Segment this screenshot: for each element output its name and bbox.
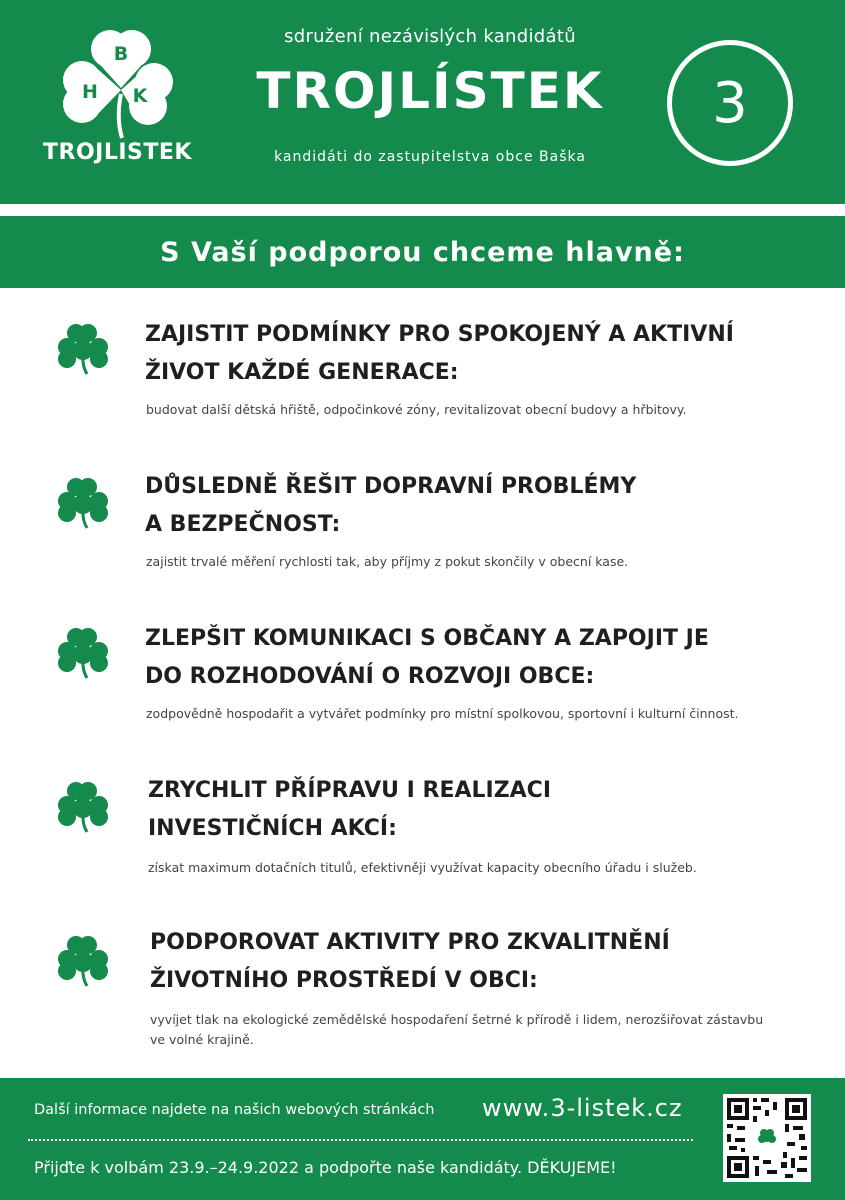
clover-icon bbox=[56, 626, 110, 680]
item-heading-line1: DŮSLEDNĚ ŘEŠIT DOPRAVNÍ PROBLÉMY bbox=[145, 474, 637, 499]
item-heading-line2: A BEZPEČNOST: bbox=[145, 512, 341, 537]
qr-code-icon[interactable] bbox=[723, 1094, 811, 1182]
item-description: získat maximum dotačních titulů, efektivněji využívat kapacity obecního úřadu i služeb. bbox=[148, 860, 697, 875]
header bbox=[0, 0, 845, 204]
candidate-number-badge bbox=[667, 40, 793, 166]
item-heading-line2: INVESTIČNÍCH AKCÍ: bbox=[148, 816, 397, 841]
item-heading-line2: ŽIVOTNÍHO PROSTŘEDÍ V OBCI: bbox=[150, 968, 538, 993]
header-subtitle: sdružení nezávislých kandidátů bbox=[284, 26, 576, 47]
section-banner bbox=[0, 216, 845, 288]
item-heading bbox=[145, 316, 785, 392]
candidate-number: 3 bbox=[712, 70, 748, 136]
item-description: zodpovědně hospodařit a vytvářet podmínky pro místní spolkovou, sportovní i kulturní činnost. bbox=[146, 706, 739, 721]
logo-letter-b: B bbox=[113, 43, 129, 65]
dotted-divider bbox=[28, 1139, 693, 1141]
item-heading-line1: ZRYCHLIT PŘÍPRAVU I REALIZACI bbox=[148, 778, 552, 803]
item-heading bbox=[148, 772, 788, 848]
clover-logo-icon bbox=[30, 22, 205, 142]
clover-icon bbox=[56, 934, 110, 988]
page-title: TROJLÍSTEK bbox=[256, 62, 604, 120]
website-link[interactable]: www.3-listek.cz bbox=[482, 1094, 683, 1122]
logo-text: TROJLISTEK bbox=[43, 140, 192, 165]
clover-icon bbox=[56, 476, 110, 530]
clover-icon bbox=[56, 780, 110, 834]
trojlistek-logo bbox=[30, 22, 205, 172]
banner-text: S Vaší podporou chceme hlavně: bbox=[160, 236, 685, 268]
footer bbox=[0, 1078, 845, 1200]
header-tagline: kandidáti do zastupitelstva obce Baška bbox=[274, 149, 586, 165]
item-heading bbox=[145, 468, 785, 544]
clover-icon bbox=[56, 322, 110, 376]
item-heading-line2: ŽIVOT KAŽDÉ GENERACE: bbox=[145, 360, 459, 385]
item-heading bbox=[150, 924, 790, 1000]
logo-letter-h: H bbox=[82, 81, 98, 103]
item-heading-line1: ZAJISTIT PODMÍNKY PRO SPOKOJENÝ A AKTIVNÍ bbox=[145, 322, 734, 347]
footer-info: Další informace najdete na našich webových stránkách bbox=[34, 1102, 435, 1118]
item-heading-line2: DO ROZHODOVÁNÍ O ROZVOJI OBCE: bbox=[145, 664, 595, 689]
logo-letter-k: K bbox=[132, 85, 148, 107]
item-heading-line1: PODPOROVAT AKTIVITY PRO ZKVALITNĚNÍ bbox=[150, 930, 670, 955]
footer-vote-text: Přijďte k volbám 23.9.–24.9.2022 a podpořte naše kandidáty. DĚKUJEME! bbox=[34, 1158, 617, 1177]
item-description: budovat další dětská hřiště, odpočinkové zóny, revitalizovat obecní budovy a hřbitovy. bbox=[146, 402, 687, 417]
item-heading bbox=[145, 620, 785, 696]
item-heading-line1: ZLEPŠIT KOMUNIKACI S OBČANY A ZAPOJIT JE bbox=[145, 626, 709, 651]
item-description: zajistit trvalé měření rychlosti tak, aby příjmy z pokut skončily v obecní kase. bbox=[146, 554, 629, 569]
item-description: vyvíjet tlak na ekologické zemědělské hospodaření šetrné k přírodě i lidem, nerozšiřovat zástavbu ve volné krajině. bbox=[150, 1012, 764, 1047]
